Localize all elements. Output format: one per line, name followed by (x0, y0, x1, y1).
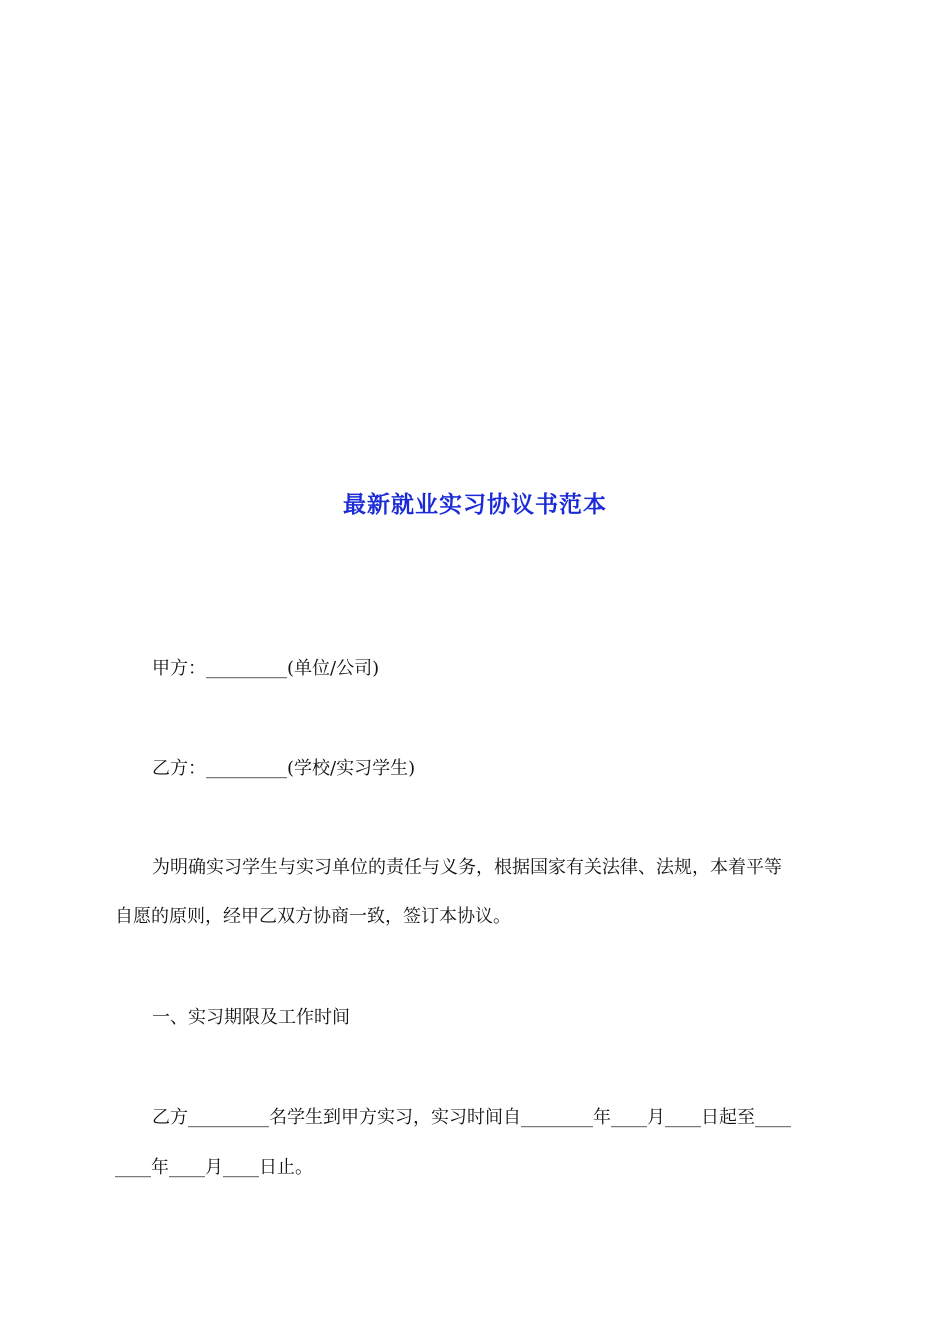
party-b-line: 乙方：_________(学校/实习学生) (152, 758, 416, 779)
section-1-paragraph-line-1: 乙方_________名学生到甲方实习，实习时间自________年____月____日起至____ (152, 1107, 791, 1128)
section-1-heading: 一、实习期限及工作时间 (152, 1007, 350, 1028)
party-a-line: 甲方：_________(单位/公司) (152, 658, 380, 679)
section-1-paragraph-line-2: ____年____月____日止。 (115, 1157, 313, 1178)
document-title: 最新就业实习协议书范本 (343, 491, 607, 518)
intro-paragraph-line-2: 自愿的原则，经甲乙双方协商一致，签订本协议。 (115, 906, 511, 927)
intro-paragraph-line-1: 为明确实习学生与实习单位的责任与义务，根据国家有关法律、法规，本着平等 (152, 857, 782, 878)
